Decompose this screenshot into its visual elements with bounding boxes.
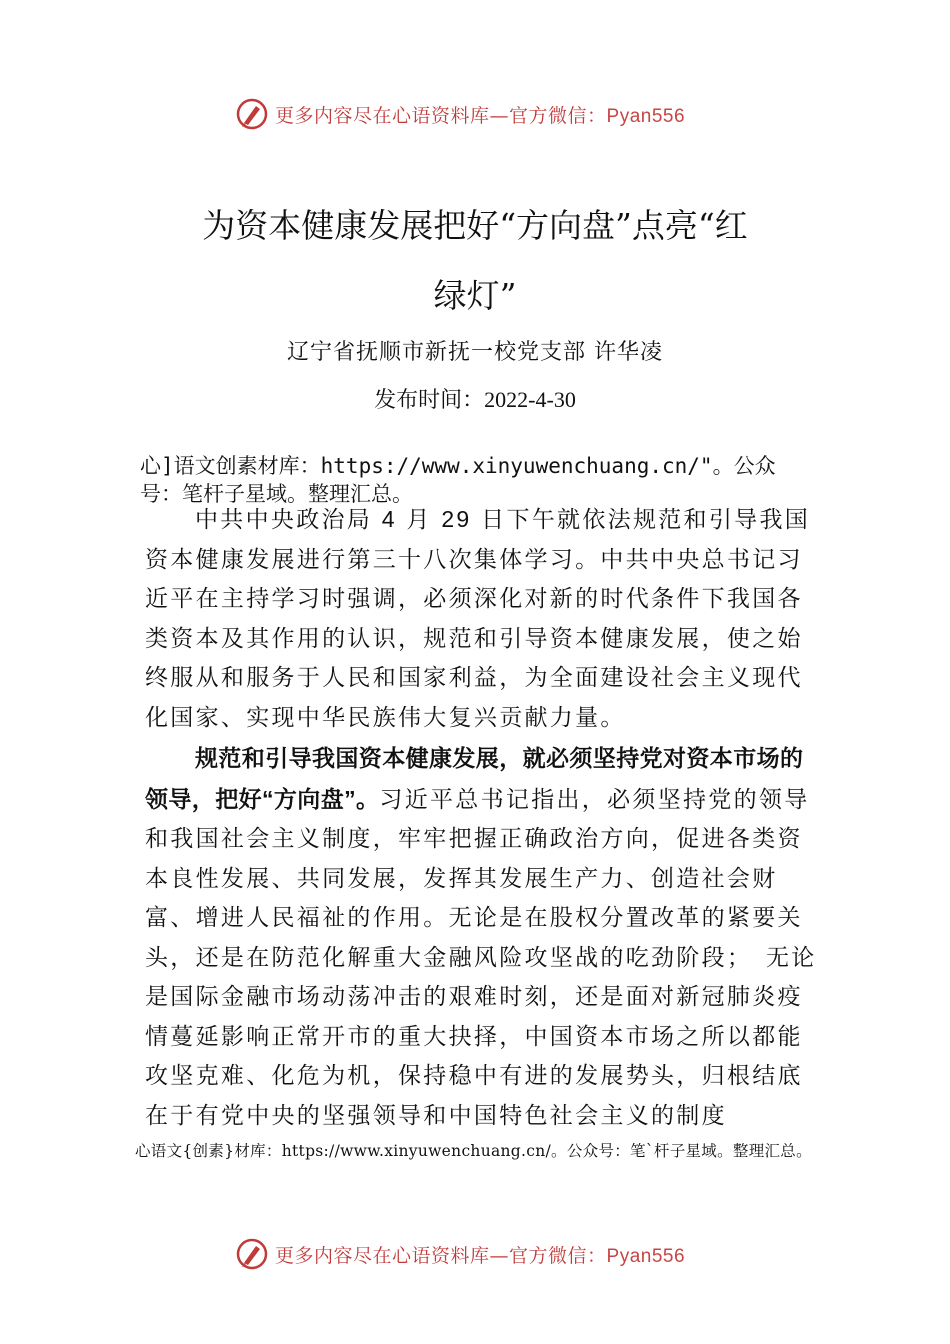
p1-day: 29 bbox=[441, 506, 472, 532]
paragraph-1 bbox=[145, 500, 817, 738]
p1-rest: 日下午就依法规范和引导我国资本健康发展进行第三十八次集体学习。中共中央总书记习近平在主持学习时强调，必须深化对新的时代条件下我国各类资本及其作用的认识，规范和引导资本健康发展，使之始终服从和服务于人民和国家利益，为全面建设社会主义现代化国家、实现中华民族伟大复兴贡献力量。 bbox=[145, 507, 811, 731]
pen-logo-icon bbox=[235, 97, 269, 131]
publish-label: 发布时间： bbox=[374, 388, 485, 413]
paragraph-2 bbox=[145, 739, 817, 1136]
banner-text bbox=[275, 101, 685, 128]
article-title-line-2: 绿灯” bbox=[433, 276, 517, 315]
p2-rest: 习近平总书记指出，必须坚持党的领导和我国社会主义制度，牢牢把握正确政治方向，促进各类资本良性发展、共同发展，发挥其发展生产力、创造社会财富、增进人民福祉的作用。无论是在股权分置改革的紧要关头，还是在防范化解重大金融风险攻坚战的吃劲阶段； 无论是国际金融市场动荡冲击的艰难时刻，还是面对新冠肺炎疫情蔓延影响正常开市的重大抉择，中国资本市场之所以都能攻坚克难、化危为机，保持稳中有进的发展势头，归根结底在于有党中央的坚强领导和中国特色社会主义的制度 bbox=[145, 786, 817, 1129]
banner-text bbox=[275, 1241, 685, 1268]
p1-mid: 月 bbox=[396, 507, 442, 533]
banner-wechat-id: Pyan556 bbox=[606, 105, 686, 127]
header-banner bbox=[235, 94, 685, 134]
p2-bold-lead: 规范和引导我国资本健康发展，就必须坚持党对资本市场的领导，把好“方向盘”。 bbox=[145, 745, 804, 812]
article-title-line-1: 为资本健康发展把好“方向盘”点亮“红 bbox=[202, 206, 748, 245]
banner-label: 更多内容尽在心语资料库—官方微信： bbox=[275, 104, 607, 127]
publish-date: 2022-4-30 bbox=[484, 387, 576, 412]
pen-logo-icon bbox=[235, 1237, 269, 1271]
source-note-line-1: 心]语文创素材库：https://www.xinyuwenchuang.cn/"。公众 bbox=[140, 454, 776, 478]
p1-start: 中共中央政治局 bbox=[195, 507, 382, 533]
p1-month: 4 bbox=[381, 506, 397, 532]
banner-label: 更多内容尽在心语资料库—官方微信： bbox=[275, 1244, 607, 1267]
footnote-source: 心语文{创素}材库：https://www.xinyuwenchuang.cn/。公众号：笔`杆子星域。整理汇总。 bbox=[135, 1142, 812, 1160]
author-line: 辽宁省抚顺市新抚一校党支部 许华凌 bbox=[287, 340, 663, 365]
footer-banner bbox=[235, 1234, 685, 1274]
banner-wechat-id: Pyan556 bbox=[606, 1245, 686, 1267]
publish-date-line bbox=[0, 383, 950, 414]
source-note-line-2: 号：笔杆子星域。整理汇总。 bbox=[140, 482, 413, 506]
